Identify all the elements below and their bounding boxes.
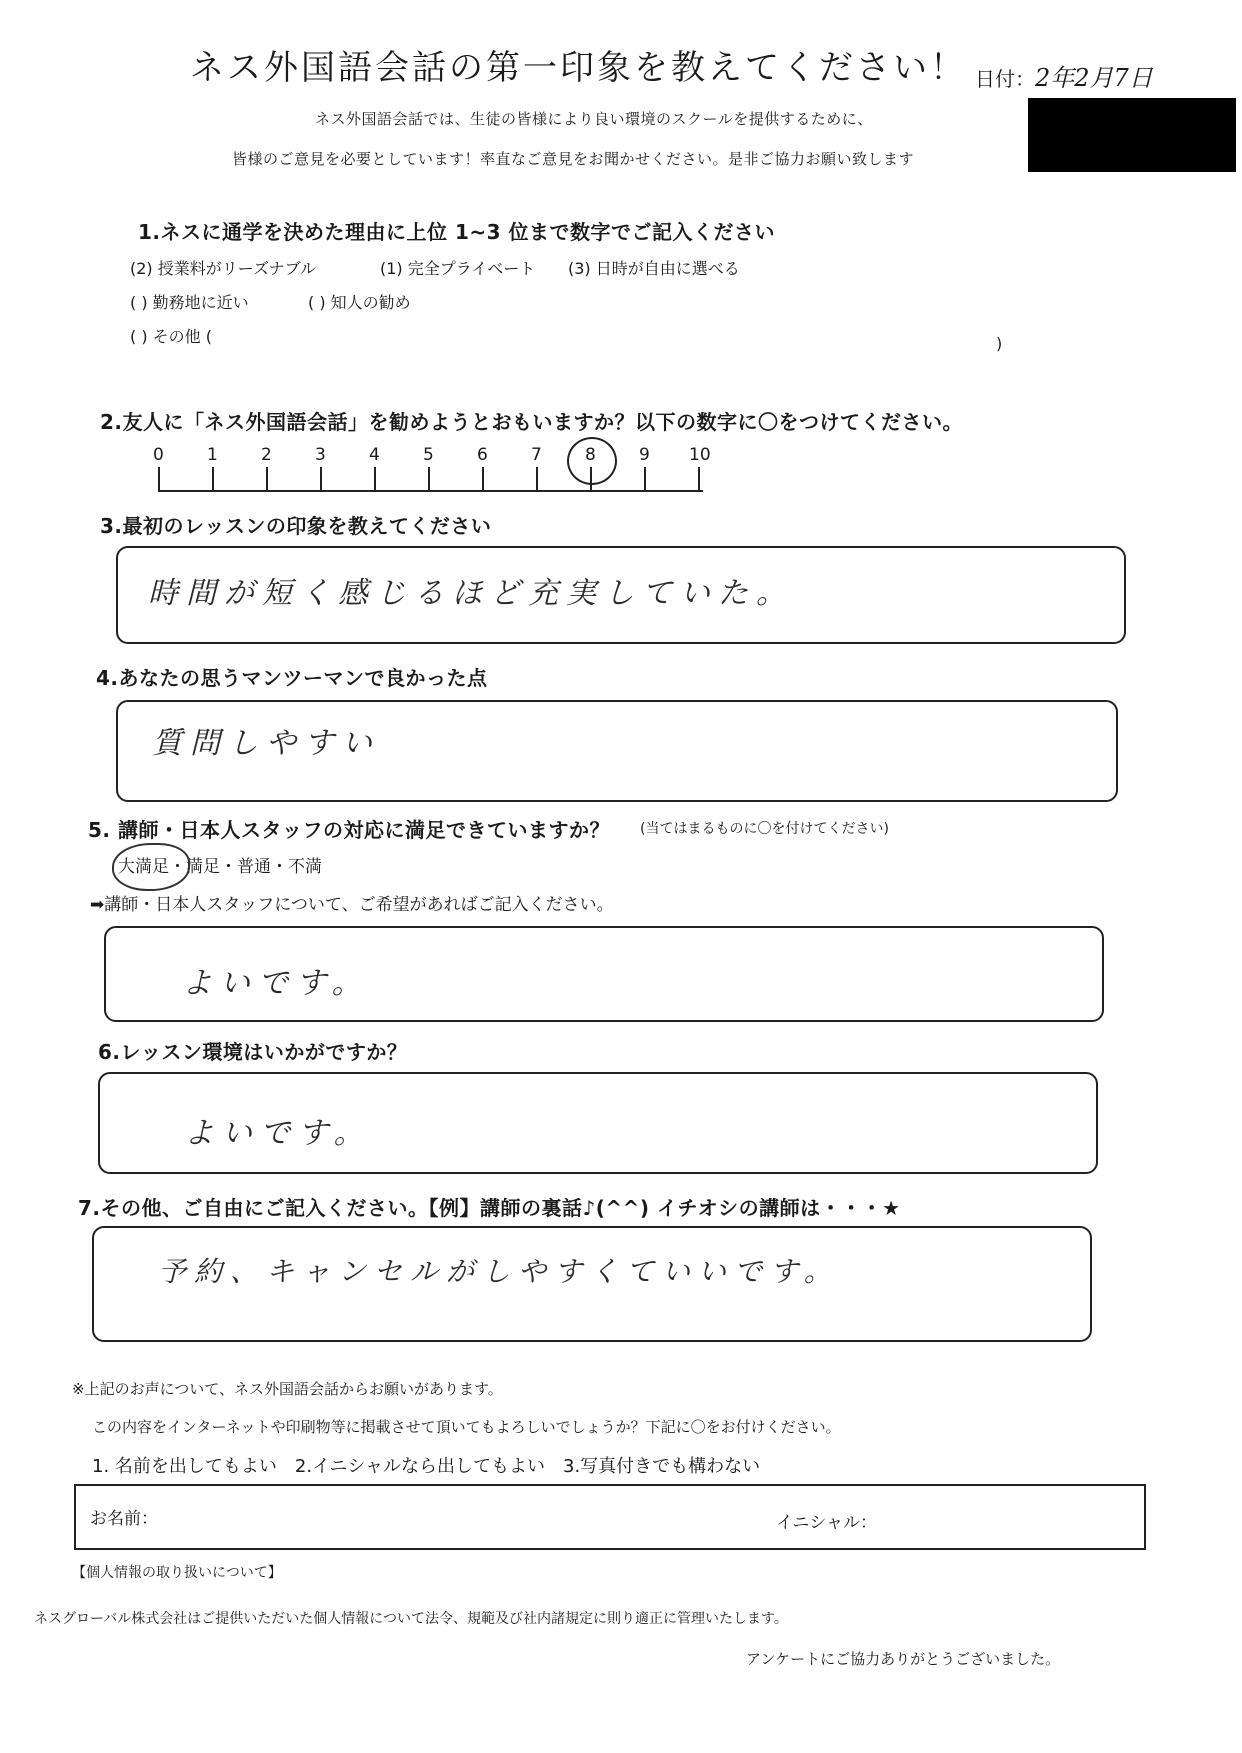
scale-tick-4 xyxy=(374,467,376,491)
scale-tick-6 xyxy=(482,467,484,491)
q5-heading-note: (当てはまるものに〇を付けてください) xyxy=(640,821,889,837)
date-value: 2年2月7日 xyxy=(1035,64,1153,92)
scale-number-5[interactable]: 5 xyxy=(423,445,434,465)
scale-tick-1 xyxy=(212,467,214,491)
scale-number-6[interactable]: 6 xyxy=(477,445,488,465)
scale-number-10[interactable]: 10 xyxy=(689,445,711,465)
scale-tick-5 xyxy=(428,467,430,491)
name-input-area[interactable] xyxy=(186,1500,746,1534)
q1-option-schedule[interactable]: (3) 日時が自由に選べる xyxy=(568,259,740,278)
privacy-body: ネスグローバル株式会社はご提供いただいた個人情報について法令、規範及び社内諸規定に則り適正に管理いたします。 xyxy=(34,1611,788,1627)
q7-answer-box[interactable] xyxy=(92,1226,1092,1342)
scale-number-1[interactable]: 1 xyxy=(207,445,218,465)
scale-tick-2 xyxy=(266,467,268,491)
q1-option-fee[interactable]: (2) 授業料がリーズナブル xyxy=(130,259,316,278)
initial-input-area[interactable] xyxy=(896,1500,1126,1534)
scale-tick-7 xyxy=(536,467,538,491)
q1-option-other-close: ) xyxy=(996,334,1003,353)
intro-line-1: ネス外国語会話では、生徒の皆様により良い環境のスクールを提供するために、 xyxy=(315,110,873,128)
scale-number-9[interactable]: 9 xyxy=(639,445,650,465)
page-title: ネス外国語会話の第一印象を教えてください！ xyxy=(190,48,967,88)
scale-number-4[interactable]: 4 xyxy=(369,445,380,465)
q1-option-friend[interactable]: ( ) 知人の勧め xyxy=(308,293,411,312)
scale-tick-3 xyxy=(320,467,322,491)
intro-line-2: 皆様のご意見を必要としています！率直なご意見をお聞かせください。是非ご協力お願い致します xyxy=(232,150,915,168)
consent-note-2: この内容をインターネットや印刷物等に掲載させて頂いてもよろしいでしょうか？下記に〇をお付けください。 xyxy=(92,1418,841,1436)
q1-option-work[interactable]: ( ) 勤務地に近い xyxy=(130,293,249,312)
q5-sub-heading: ➡講師・日本人スタッフについて、ご希望があればご記入ください。 xyxy=(90,895,614,915)
q4-answer: 質問しやすい xyxy=(152,726,380,761)
date-field[interactable] xyxy=(975,58,1153,93)
consent-note-1: ※上記のお声について、ネス外国語会話からお願いがあります。 xyxy=(72,1380,503,1398)
selected-circle-satisfaction xyxy=(112,843,190,891)
q1-option-private[interactable]: (1) 完全プライベート xyxy=(380,259,536,278)
scale-tick-0 xyxy=(158,467,160,491)
scale-number-0[interactable]: 0 xyxy=(153,445,164,465)
q5-answer-box[interactable] xyxy=(104,926,1104,1022)
selected-circle-8 xyxy=(567,437,617,485)
scale-number-2[interactable]: 2 xyxy=(261,445,272,465)
name-initial-box xyxy=(74,1484,1146,1550)
q4-heading: 4.あなたの思うマンツーマンで良かった点 xyxy=(96,666,488,690)
q5-options[interactable]: 大満足・満足・普通・不満 xyxy=(118,857,322,877)
q5-answer: よいです。 xyxy=(182,966,370,1001)
scale-axis xyxy=(158,490,703,492)
q6-answer: よいです。 xyxy=(184,1116,372,1151)
q3-answer-box[interactable] xyxy=(116,546,1126,644)
initial-label: イニシャル： xyxy=(776,1513,877,1533)
q6-heading: 6.レッスン環境はいかがですか？ xyxy=(98,1040,408,1064)
thanks-note: アンケートにご協力ありがとうございました。 xyxy=(746,1650,1061,1668)
scale-tick-9 xyxy=(644,467,646,491)
scale-number-8[interactable]: 8 xyxy=(585,445,596,465)
q7-heading: 7.その他、ご自由にご記入ください。【例】講師の裏話♪(^^) イチオシの講師は・・・★ xyxy=(78,1196,901,1220)
consent-choices[interactable]: 1. 名前を出してもよい 2.イニシャルなら出してもよい 3.写真付きでも構わない xyxy=(92,1456,761,1477)
q1-option-other[interactable]: ( ) その他 ( xyxy=(130,327,212,346)
privacy-heading: 【個人情報の取り扱いについて】 xyxy=(72,1565,282,1581)
q2-heading: 2.友人に「ネス外国語会話」を勧めようとおもいますか？以下の数字に〇をつけてください。 xyxy=(100,410,964,434)
name-label: お名前： xyxy=(90,1509,158,1529)
q6-answer-box[interactable] xyxy=(98,1072,1098,1174)
redaction-block xyxy=(1028,98,1236,172)
q3-answer: 時間が短く感じるほど充実していた。 xyxy=(148,576,794,611)
q5-heading: 5. 講師・日本人スタッフの対応に満足できていますか？ xyxy=(88,818,610,842)
date-label: 日付： xyxy=(975,67,1035,91)
scale-number-7[interactable]: 7 xyxy=(531,445,542,465)
q1-heading: 1.ネスに通学を決めた理由に上位 1~3 位まで数字でご記入ください xyxy=(138,220,776,244)
scale-tick-10 xyxy=(698,467,700,491)
q3-heading: 3.最初のレッスンの印象を教えてください xyxy=(100,514,492,538)
scale-number-3[interactable]: 3 xyxy=(315,445,326,465)
q4-answer-box[interactable] xyxy=(116,700,1118,802)
q7-answer: 予約、キャンセルがしやすくていいです。 xyxy=(158,1255,840,1288)
